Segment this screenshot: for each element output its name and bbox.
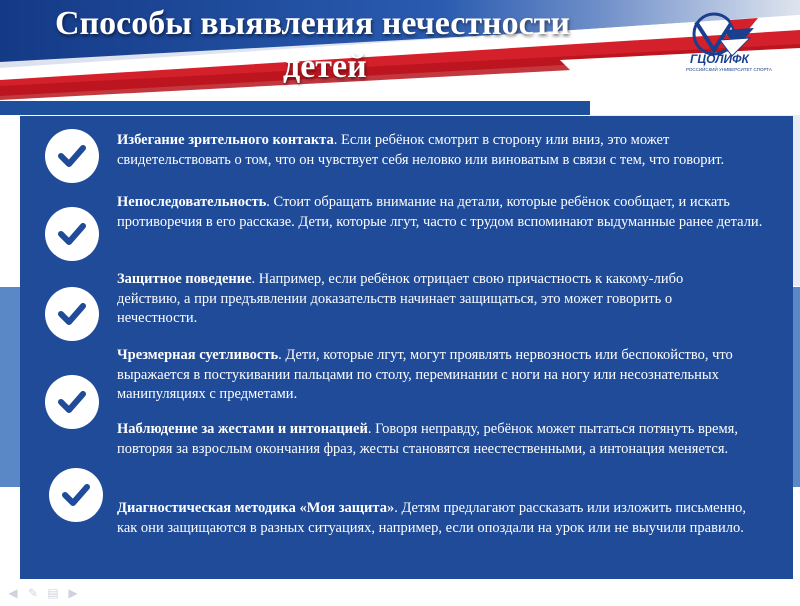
decor-band-top (0, 101, 590, 115)
list-item (117, 193, 767, 232)
item-text: . Детям предлагают рассказать или изложить письменно, как они защищаются в разных ситуациях, например, если опоздали на урок или не выучили правило. (117, 500, 746, 536)
list-item (117, 420, 767, 459)
check-icon (45, 375, 99, 429)
item-text: . Например, если ребёнок отрицает свою причастность к какому-либо действию, а при предъявлении доказательств начинает защищаться, это может говорить о нечестности. (117, 271, 684, 326)
nav-next-icon[interactable]: ▶ (68, 586, 78, 600)
item-heading: Защитное поведение (117, 271, 252, 287)
nav-pen-icon[interactable]: ✎ (27, 586, 39, 600)
slide-title-line-1: Способы выявления нечестности (55, 5, 571, 42)
slide-header (0, 0, 800, 100)
item-heading: Избегание зрительного контакта (117, 132, 334, 148)
item-heading: Наблюдение за жестами и интонацией (117, 421, 368, 437)
item-text: . Если ребёнок смотрит в сторону или вниз, это может свидетельствовать о том, что он чувствует себя неловко или виноватым в связи с тем, что говорит. (117, 132, 725, 168)
logo-text: ГЦОЛИФК (690, 52, 749, 66)
list-item (117, 346, 762, 405)
content-panel (20, 116, 793, 579)
slideshow-nav (6, 586, 80, 600)
check-icon (45, 287, 99, 341)
list-item (117, 499, 767, 538)
check-icon (49, 468, 103, 522)
logo-subtext: РОССИЙСКИЙ УНИВЕРСИТЕТ СПОРТА (686, 67, 772, 72)
item-text: . Говоря неправду, ребёнок может пытаться потянуть время, повторяя за взрослым окончания фраз, жесты становятся неестественными, а интонация меняется. (117, 421, 738, 457)
item-text: . Стоит обращать внимание на детали, которые ребёнок сообщает, и искать противоречия в его рассказе. Дети, которые лгут, часто с трудом вспоминают выдуманные ранее детали. (117, 194, 763, 230)
item-heading: Диагностическая методика «Моя защита» (117, 500, 395, 516)
slide-title-line-2: детей (283, 48, 367, 85)
item-heading: Непоследовательность (117, 194, 267, 210)
nav-menu-icon[interactable]: ▤ (47, 586, 59, 600)
list-item (117, 131, 757, 170)
nav-prev-icon[interactable]: ◀ (8, 586, 18, 600)
check-icon (45, 129, 99, 183)
item-heading: Чрезмерная суетливость (117, 347, 279, 363)
list-item (117, 270, 737, 329)
check-icon (45, 207, 99, 261)
item-text: . Дети, которые лгут, могут проявлять нервозность или беспокойство, что выражается в постукивании пальцами по столу, переминании с ноги на ногу или несознательных манипуляциях с предметами. (117, 347, 733, 402)
